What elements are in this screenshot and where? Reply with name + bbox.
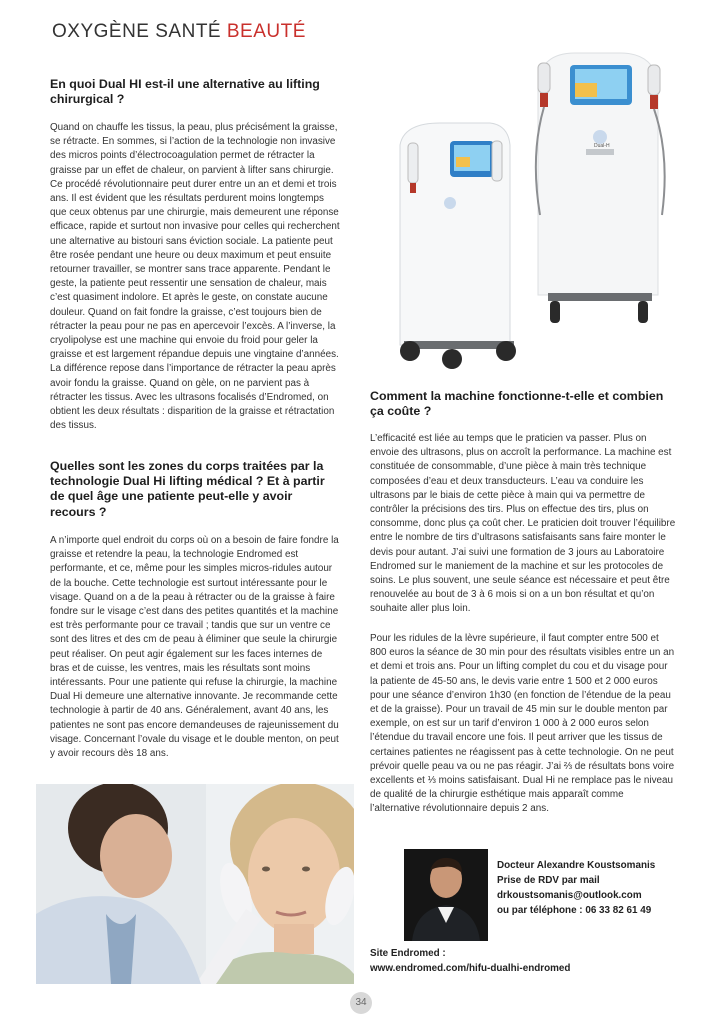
dual-hi-machines-image	[380, 45, 680, 385]
section-3-title: Comment la machine fonctionne-t-elle et combien ça coûte ?	[370, 389, 664, 419]
section-2-body: A n’importe quel endroit du corps où on a besoin de faire fondre la graisse et retendre la peau, la technologie Endromed est performante, et ce, même pour les simples micros-ridules autour de la bouche. Cette technologie est surtout intéressante pour le visage. Quand on a de la peau à rétracter ou de la graisse à faire fondre sur le visage c’est dans des petites quantités et la machine est très performante pour ce travail ; tandis que sur un ventre ce sont des litres et des cm de peau à éliminer que seule la chirurgie peut réaliser. On peut agir également sur les faces internes de bras et de cuisse, les ventres, mais les résultats sont moins intéressants. Pour une patiente qui refuse la chirurgie, la machine Dual Hi demeure une alternative innovante. Je recommande cette technologie à partir de 40 ans. Généralement, avant 40 ans, les patientes ne sont pas encore demandeuses de rajeunissement du visage. Concernant l’ovale du visage et le double menton, on peut y avoir recours dès 18 ans.	[50, 535, 339, 760]
site-label: Site Endromed :	[370, 948, 446, 959]
section-3-body-2: Pour les ridules de la lèvre supérieure, il faut compter entre 500 et 800 euros la séance de 30 min pour des résultats visibles entre un an et demi et trois ans. Pour un lifting complet du cou et du visage pour la patiente de 45-50 ans, le devis varie entre 1 500 et 2 000 euros pour une séance d’environ 1h30 (en fonction de l’étendue de la peau et de la graisse). Pour un travail de 45 min sur le double menton par exemple, on est sur un tarif d’environ 1 000 à 2 000 euros selon l’étendue du travail encore une fois. Il peut arriver que les tissus de certaines patientes ne réagissent pas à cette technologie. On ne peut prévoir quelle peau va ou ne pas réagir. J’ai ⅔ de résultats bons voire excellents et ⅓ moins satisfaisant. Dual Hi ne remplace pas le niveau de qualité de la chirurgie esthétique mais apparaît comme l’alternative révolutionnaire depuis 2 ans.	[370, 633, 675, 815]
section-1-title: En quoi Dual HI est-il une alternative au lifting chirurgical ?	[50, 77, 320, 107]
contact-phone: ou par téléphone : 06 33 82 61 49	[497, 905, 652, 916]
page-number: 34	[350, 992, 372, 1014]
site-url[interactable]: www.endromed.com/hifu-dualhi-endromed	[370, 962, 571, 974]
doctor-patient-photo	[36, 784, 354, 984]
section-1-body: Quand on chauffe les tissus, la peau, plus précisément la graisse, se rétracte. En sommes, si l’action de la technologie non invasive des micros points d’électrocoagulation permet de rétracter la graisse par un effet de chaleur, on parvient à lifter sans chirurgie. Ce procédé révolutionnaire peut durer entre un an et demi et trois ans. Il est évident que les résultats perdurent moins longtemps que ceux obtenus par une chirurgie, mais demeurent une réponse efficace, rapide et surtout non invasive pour celles qui recherchent une alternative au bistouri sans éviction sociale. La patiente peut être rosée pendant une heure ou deux maximum et peut ensuite retourner travailler, se montrer sans trace apparente. Pendant le geste, la patiente peut ressentir une sensation de chaleur, mais c’est quasiment indolore. Et après le geste, on constate aucune douleur. Quand on fait fondre la graisse, c’est toujours bien de rétracter la peau pour ne pas en apercevoir l’excès. A l’inverse, la cryolipolyse est une machine qui envoie du froid pour geler la graisse et est largement répandue depuis une vingtaine d’années. La différence repose dans l’importance de rétracter la peau après avoir fondu la graisse. Quand on gèle, on ne parvient pas à rétracter les tissus. Avec les ultrasons focalisés d’Endromed, on obtient les deux résultats : disparition de la graisse et rétractation des tissus.	[50, 122, 340, 432]
machine-brand-label: Dual-H	[594, 143, 610, 149]
site-block	[370, 947, 670, 976]
magazine-header	[52, 21, 306, 43]
contact-email[interactable]: drkoustsomanis@outlook.com	[497, 890, 642, 901]
contact-line2: Prise de RDV par mail	[497, 875, 600, 886]
contact-block	[497, 858, 697, 918]
doctor-portrait	[404, 849, 488, 941]
section-2-title: Quelles sont les zones du corps traitées par la technologie Dual Hi lifting médical ? Et à partir de quel âge une patiente peut-elle y avoir recours ?	[50, 459, 325, 519]
header-section: BEAUTÉ	[226, 21, 306, 42]
section-3-body-1: L’efficacité est liée au temps que le praticien va passer. Plus on envoie des ultrasons, plus on accroît la performance. La machine est constituée de consommable, d’une pièce à main très technique composées d’eau et deux transducteurs. L’eau va conduire les ultrasons par le biais de cette pièce à main qui va permettre de contrôler la précisions des tirs. Plus on effectue des tirs, plus on consomme, donc plus ça coût cher. Le praticien doit trouver l’équilibre entre le nombre de tirs d’ultrasons satisfaisants sans faire monter le devis pour autant. J’ai suivi une formation de 3 jours au Laboratoire Endromed sur le maniement de la machine et sur les protocoles de soins. Le plus souvent, une seule séance est nécessaire et peut être renouvelée au bout de 3 à 6 mois si on a un bon résultat et qu’on souhaite aller plus loin.	[370, 433, 676, 615]
header-title: OXYGÈNE SANTÉ	[52, 21, 227, 42]
contact-name: Docteur Alexandre Koustsomanis	[497, 860, 656, 871]
